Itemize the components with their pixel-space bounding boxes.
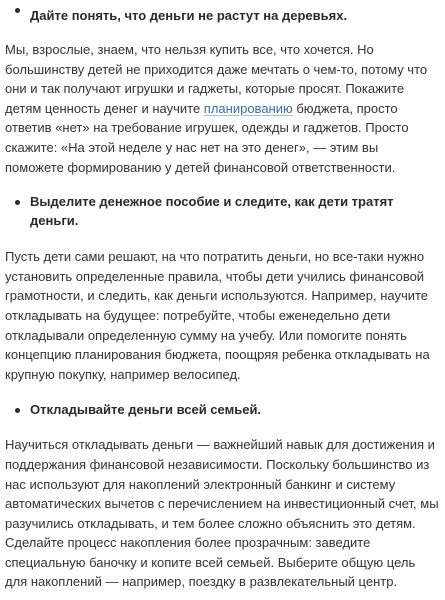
section-heading-money-trees [5,0,439,25]
paragraph-text: бюджета, просто ответив «нет» на требование игрушек, одежды и гаджетов. Просто скажите: «На этой неделе у нас нет на это денег», — этим вы поможете формированию у детей финансовой ответственности. [5,100,409,175]
section-paragraph-money-trees [5,40,439,177]
section-heading-allowance [5,192,439,230]
section-heading-text: Откладывайте деньги всей семьей. [30,402,262,418]
section-heading-text: Выделите денежное пособие и следите, как дети тратят деньги. [30,194,394,229]
planning-link[interactable]: планированию [203,100,293,116]
paragraph-text: Мы, взрослые, знаем, что нельзя купить все, что хочется. Но большинству детей не приходится даже мечтать о чем-то, потому что они и так получают игрушки и гаджеты, которые просят. Покажите детям ценность денег и научите [5,42,428,116]
bullet-icon [15,408,20,413]
section-heading-family-saving [5,400,439,419]
section-paragraph-family-saving: Научиться откладывать деньги — важнейший навык для достижения и поддержания финансовой независимости. Поскольку большинство из нас используют для накоплений электронный банкинг и систему автоматических вычетов с перечислением на инвестиционный счет, мы разучились откладывать, и тем более сложно объяснить это детям. Сделайте процесс накопления более прозрачным: заведите специальную баночку и копите всей семьей. Выберите общую цель для накоплений — например, поездку в развлекательный центр. [5,437,439,590]
bullet-icon [15,200,20,205]
bullet-icon [15,8,20,13]
section-heading-text: Дайте понять, что деньги не растут на деревьях. [30,8,348,23]
section-paragraph-allowance: Пусть дети сами решают, на что потратить деньги, но все-таки нужно установить определенные правила, чтобы дети учились финансовой грамотности, и следить, как деньги используются. Например, научите откладывать на будущее: потребуйте, чтобы еженедельно дети откладывали определенную сумму на учебу. Или помогите понять концепцию планирования бюджета, поощряя ребенка откладывать на крупную покупку, например велосипед. [5,249,430,382]
